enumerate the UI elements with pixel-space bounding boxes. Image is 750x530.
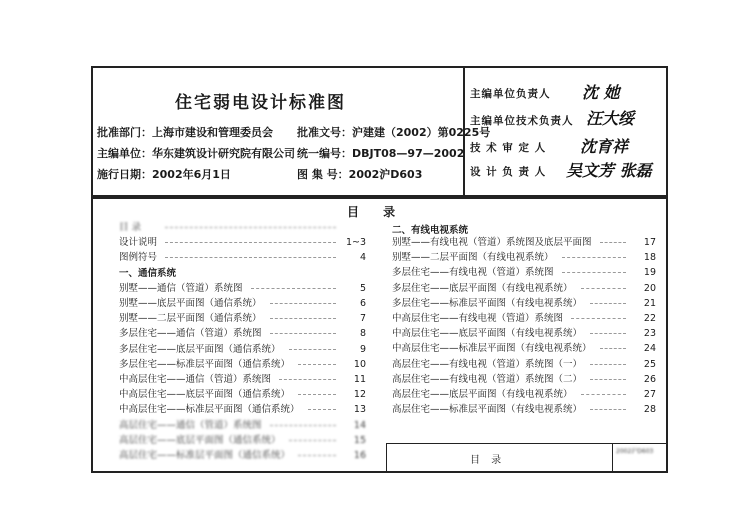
editor-unit: 主编单位：华东建筑设计研究院有限公司	[97, 147, 295, 160]
toc-page-number: 8	[359, 328, 366, 340]
toc-entry	[119, 358, 366, 371]
toc-entry	[119, 419, 366, 432]
toc-leader	[279, 379, 336, 380]
toc-entry-title: 高层住宅——标准层平面图（有线电视系统）	[392, 404, 583, 416]
toc-leader	[590, 379, 626, 380]
toc-entry-title: 一、通信系统	[119, 267, 177, 279]
toc-entry-title: 别墅——有线电视（管道）系统图及底层平面图	[392, 237, 592, 248]
toc-entry-title: 中高层住宅——标准层平面图（通信系统）	[119, 404, 300, 416]
toc-entry-title: 多层住宅——标准层平面图（通信系统）	[119, 358, 291, 370]
toc-entry-title: 中高层住宅——通信（管道）系统图	[119, 374, 272, 385]
toc-page-number: 12	[353, 389, 366, 401]
signature-editor-head: 沈 她	[582, 83, 620, 102]
signature-designer: 吴文芳 张磊	[566, 161, 652, 180]
toc-page-number: 20	[643, 282, 656, 294]
toc-entry-title: 高层住宅——有线电视（管道）系统图（二）	[392, 373, 583, 385]
toc-entry-title: 多层住宅——底层平面图（有线电视系统）	[392, 282, 573, 294]
toc-entry	[392, 327, 656, 340]
title-block-divider	[612, 443, 613, 471]
toc-entry	[392, 358, 656, 371]
toc-entry-title: 高层住宅——底层平面图（有线电视系统）	[392, 389, 573, 400]
toc-entry	[392, 297, 656, 310]
toc-page-number: 26	[643, 373, 656, 385]
toc-page-number: 11	[353, 374, 366, 385]
toc-leader	[562, 272, 626, 273]
page-title: 住宅弱电设计标准图	[175, 93, 346, 113]
toc-entry-title: 高层住宅——通信（管道）系统图	[119, 419, 262, 431]
toc-entry	[119, 236, 366, 249]
toc-page-number: 13	[353, 404, 366, 416]
toc-leader	[270, 425, 336, 426]
toc-leader	[165, 257, 336, 258]
toc-leader	[590, 409, 626, 410]
sig-label-designer: 设 计 负 责 人	[470, 166, 547, 178]
toc-entry	[119, 434, 366, 447]
toc-entry	[119, 251, 366, 264]
toc-page-number: 17	[643, 237, 656, 248]
toc-page-number: 18	[643, 252, 656, 264]
toc-entry	[119, 297, 366, 310]
approval-dept: 批准部门：上海市建设和管理委员会	[97, 126, 273, 139]
toc-heading: 目 录	[347, 205, 406, 219]
effective-date: 施行日期：2002年6月1日	[97, 168, 231, 181]
toc-leader	[270, 303, 336, 304]
toc-page-number: 5	[359, 282, 366, 294]
sig-label-tech-head: 主编单位技术负责人	[470, 115, 574, 127]
toc-entry-title: 别墅——通信（管道）系统图	[119, 282, 243, 294]
toc-page-number: 1~3	[345, 237, 366, 249]
toc-entry	[119, 221, 366, 234]
toc-leader	[165, 242, 336, 243]
toc-entry	[119, 312, 366, 325]
toc-entry	[392, 342, 656, 355]
toc-leader	[165, 227, 336, 228]
toc-entry-title: 多层住宅——通信（管道）系统图	[119, 328, 262, 340]
toc-entry-title: 中高层住宅——有线电视（管道）系统图	[392, 313, 564, 324]
toc-entry-title: 设计说明	[119, 237, 158, 249]
toc-entry	[119, 373, 366, 386]
toc-leader	[270, 318, 336, 319]
toc-entry	[119, 388, 366, 401]
toc-page-number: 9	[359, 343, 366, 355]
toc-entry	[119, 327, 366, 340]
toc-leader	[590, 303, 626, 304]
toc-page-number: 28	[643, 404, 656, 416]
toc-leader	[600, 348, 626, 349]
toc-entry-title: 高层住宅——底层平面图（通信系统）	[119, 434, 281, 446]
toc-entry-title: 别墅——底层平面图（通信系统）	[119, 298, 262, 309]
toc-leader	[590, 333, 626, 334]
toc-page-number: 4	[359, 252, 366, 264]
toc-entry-title: 中高层住宅——底层平面图（有线电视系统）	[392, 328, 583, 340]
toc-page-number: 19	[643, 267, 656, 279]
toc-leader	[298, 394, 336, 395]
toc-entry-title: 图例符号	[119, 252, 158, 264]
toc-entry-title: 别墅——二层平面图（通信系统）	[119, 313, 262, 325]
toc-leader	[289, 349, 336, 350]
toc-page-number: 27	[643, 389, 656, 400]
toc-leader	[298, 455, 336, 456]
toc-page-number: 10	[353, 358, 366, 370]
toc-leader	[289, 440, 336, 441]
sig-label-reviewer: 技 术 审 定 人	[470, 142, 547, 154]
title-block-name: 目 录	[470, 455, 506, 466]
toc-leader	[590, 364, 626, 365]
toc-leader	[600, 242, 626, 243]
toc-leader	[270, 333, 336, 334]
signature-reviewer: 沈育祥	[580, 137, 629, 156]
toc-section	[119, 267, 366, 280]
sig-label-editor-head: 主编单位负责人	[470, 88, 551, 100]
toc-page-number: 16	[353, 450, 366, 461]
title-block-atlas-no: 2002沪D603	[616, 448, 654, 455]
toc-entry-title: 中高层住宅——底层平面图（通信系统）	[119, 389, 291, 401]
toc-entry-title: 别墅——二层平面图（有线电视系统）	[392, 252, 554, 264]
toc-entry-title: 中高层住宅——标准层平面图（有线电视系统）	[392, 343, 592, 355]
toc-page-number: 21	[643, 297, 656, 309]
toc-section-catv: 二、有线电视系统	[392, 225, 469, 236]
toc-entry-title: 多层住宅——底层平面图（通信系统）	[119, 343, 281, 355]
toc-entry	[392, 282, 656, 295]
toc-entry	[392, 236, 656, 249]
toc-leader	[581, 288, 626, 289]
toc-entry	[392, 373, 656, 386]
toc-leader	[562, 257, 626, 258]
toc-page-number: 14	[353, 419, 366, 431]
toc-entry	[392, 312, 656, 325]
toc-leader	[581, 394, 626, 395]
toc-entry	[392, 266, 656, 279]
unified-no: 统一编号：DBJT08—97—2002	[297, 147, 465, 160]
toc-entry	[119, 343, 366, 356]
toc-entry-title: 多层住宅——有线电视（管道）系统图	[392, 267, 554, 279]
toc-entry	[119, 282, 366, 295]
toc-leader	[308, 409, 336, 410]
toc-leader	[571, 318, 626, 319]
signature-tech-head: 汪大绥	[586, 109, 635, 128]
toc-entry-title: 多层住宅——标准层平面图（有线电视系统）	[392, 297, 583, 309]
toc-page-number: 24	[643, 343, 656, 355]
toc-entry	[392, 251, 656, 264]
toc-page-number: 6	[359, 298, 366, 309]
toc-entry-title: 目 录	[119, 222, 142, 233]
toc-page-number: 15	[353, 434, 366, 446]
toc-page-number: 25	[643, 358, 656, 370]
toc-entry-title: 高层住宅——标准层平面图（通信系统）	[119, 450, 291, 461]
toc-entry	[119, 403, 366, 416]
toc-entry	[392, 403, 656, 416]
toc-entry	[119, 449, 366, 462]
toc-page-number: 7	[359, 313, 366, 325]
toc-leader	[298, 364, 336, 365]
toc-entry	[392, 388, 656, 401]
approval-no: 批准文号：沪建建（2002）第0225号	[297, 126, 491, 139]
toc-leader	[251, 288, 336, 289]
toc-page-number: 22	[643, 313, 656, 324]
toc-entry-title: 高层住宅——有线电视（管道）系统图（一）	[392, 358, 583, 370]
toc-page-number: 23	[643, 328, 656, 340]
atlas-no: 图 集 号：2002沪D603	[297, 168, 423, 181]
